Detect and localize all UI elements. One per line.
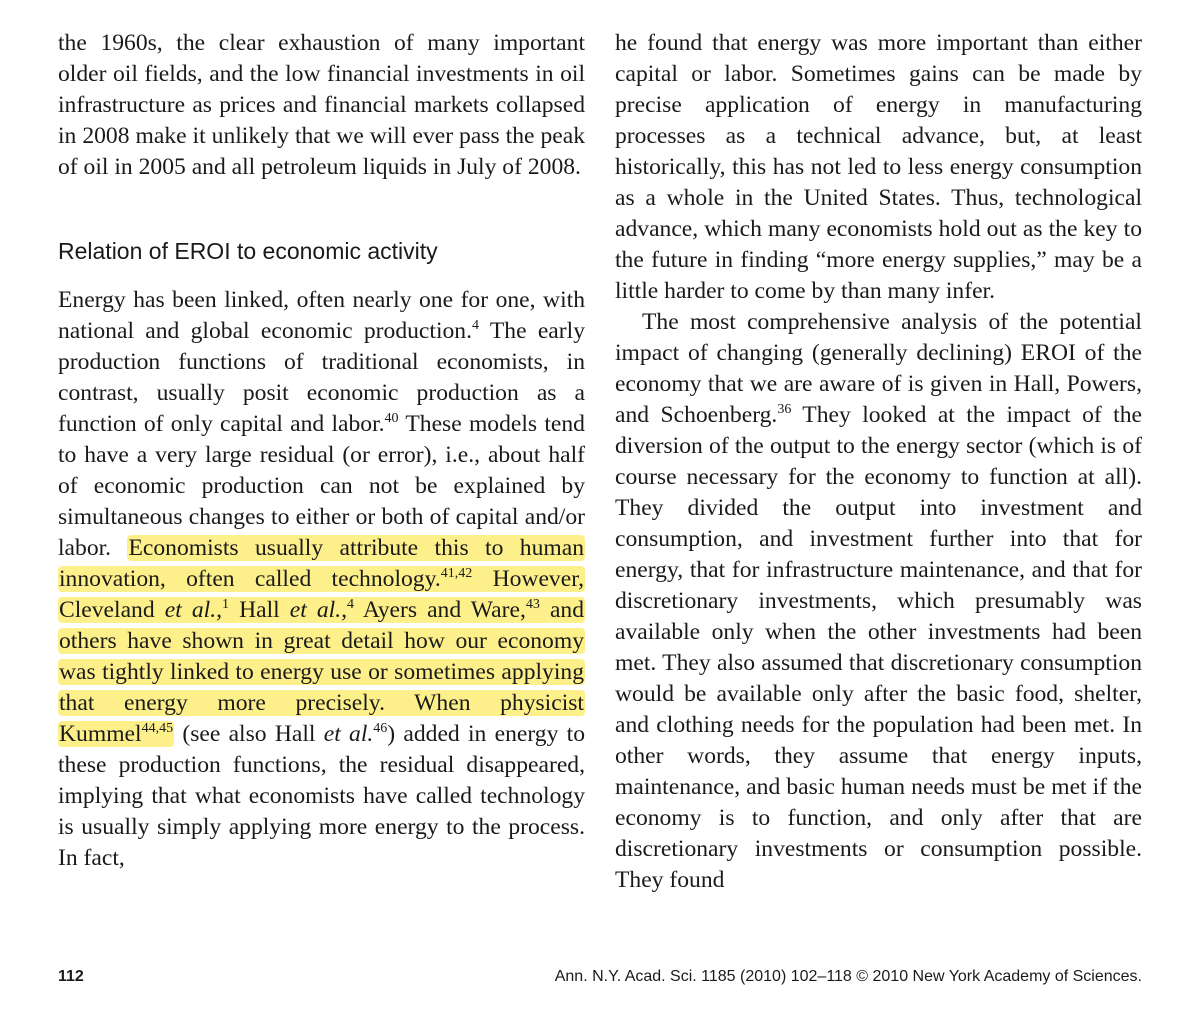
reference-superscript: 43 [525,597,540,612]
highlighted-text: Hall [229,597,290,623]
reference-superscript: 4 [347,597,355,612]
paragraph-energy-importance: he found that energy was more important than either capital or labor. Sometimes gains can be made by precise application of energy in manufacturing processes as a technical advance, but, at least historically, this has not led to less energy consumption as a whole in the United States. Thus, technological advance, which many economists hold out as the key to the future in finding “more energy supplies,” may be a little harder to come by than many infer. [615,30,1142,304]
text-run: They looked at the impact of the diversion of the output to the energy sector (which is of course necessary for the economy to function at all). They divided the output into investment and consumption, and investment further into that for energy, that for infrastructure maintenance, and that for discretionary investments, which presumably was available only when the other investments had been met. They also assumed that discretionary consumption would be available only after the basic food, shelter, and clothing needs for the population had been met. In other words, they assume that energy inputs, maintenance, and basic human needs must be met if the economy is to function, and only after that are discretionary investments or consumption possible. They found [615,402,1142,893]
highlighted-text: However, Cleveland [59,566,585,623]
paragraph-eroi-analysis [615,307,1142,896]
reference-superscript: 41,42 [440,566,473,581]
text-run: (see also Hall [174,721,324,747]
paragraph-oil-peak: the 1960s, the clear exhaustion of many important older oil fields, and the low financial investments in oil infrastructure as prices and financial markets collapsed in 2008 make it unlikely that we will ever pass the peak of oil in 2005 and all petroleum liquids in July of 2008. [58,30,585,180]
journal-citation: Ann. N.Y. Acad. Sci. 1185 (2010) 102–118 © 2010 New York Academy of Sciences. [554,968,1142,985]
page-number: 112 [58,968,84,985]
text-run: Energy has been linked, often nearly one for one, with national and global economic production. [58,287,585,344]
highlighted-text: and others have shown in great detail how our economy was tightly linked to energy use or sometimes applying that energy more precisely. When physicist Kummel [59,597,585,747]
reference-superscript: 44,45 [141,721,174,736]
right-column [615,28,1142,896]
highlighted-text: Economists usually attribute this to human innovation, often called technology. [59,535,584,592]
text-run: The most comprehensive analysis of the potential impact of changing (generally declining) EROI of the economy that we are aware of is given in Hall, Powers, and Schoenberg. [615,309,1142,428]
reference-superscript: 4 [472,318,480,333]
reference-superscript: 40 [384,411,399,426]
reference-superscript: 36 [777,402,792,417]
italic-et-al: et al. [323,721,374,747]
paragraph-energy-economy [58,285,585,874]
text-run: ) added in energy to these production functions, the residual disappeared, implying that what economists have called technology is usually simply applying more energy to the process. In fact, [58,721,585,871]
section-heading: Relation of EROI to economic activity [58,238,438,264]
reference-superscript: 1 [222,597,229,612]
highlighted-text: Ayers and Ware, [354,597,526,623]
italic-et-al: et al., [289,597,348,623]
text-run: These models tend to have a very large residual (or error), i.e., about half of economic production can not be explained by simultaneous changes to either or both of capital and/or labor. [58,411,585,561]
text-run: The early production functions of traditional economists, in contrast, usually posit economic production as a function of only capital and labor. [58,318,585,437]
highlighted-passage [58,535,585,747]
left-column [58,28,585,874]
italic-et-al: et al., [164,597,222,623]
reference-superscript: 46 [373,721,388,736]
